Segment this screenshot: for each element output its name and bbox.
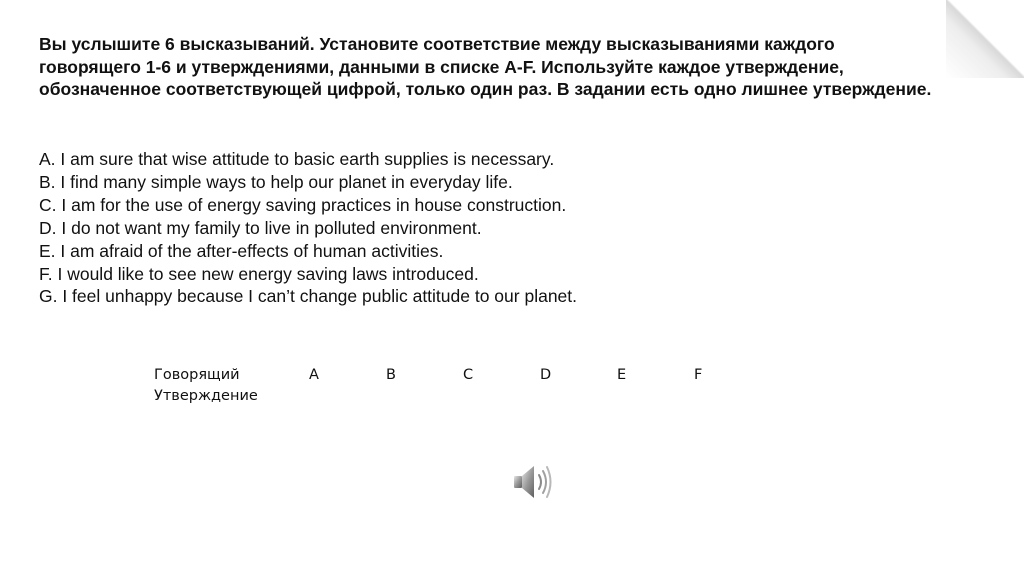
answer-table xyxy=(154,367,771,409)
statement-g: G. I feel unhappy because I can’t change public attitude to our planet. xyxy=(39,286,578,307)
statement-a: A. I am sure that wise attitude to basic earth supplies is necessary. xyxy=(39,149,555,169)
column-header-c: C xyxy=(463,367,474,383)
answer-cell xyxy=(463,388,540,409)
answer-cell xyxy=(617,388,694,409)
row-label-speaker: Говорящий xyxy=(154,367,240,383)
column-header-b: B xyxy=(386,367,396,383)
statements-list xyxy=(39,148,939,308)
statement-f: F. I would like to see new energy saving laws introduced. xyxy=(39,263,479,284)
column-header-a: A xyxy=(309,367,319,383)
statement-b: B. I find many simple ways to help our planet in everyday life. xyxy=(39,171,513,192)
table-row xyxy=(154,388,771,409)
answer-cell xyxy=(540,388,617,409)
statement-e: E. I am afraid of the after-effects of human activities. xyxy=(39,240,444,261)
page-corner-fold xyxy=(946,0,1024,78)
table-row xyxy=(154,367,771,388)
answer-cell xyxy=(386,388,463,409)
speaker-icon xyxy=(510,462,554,502)
statement-d: D. I do not want my family to live in polluted environment. xyxy=(39,217,482,238)
task-instruction: Вы услышите 6 высказываний. Установите соответствие между высказываниями каждого говорящего 1-6 и утверждениями, данными в списке A-F. Используйте каждое утверждение, обозначенное соответствующей цифрой, только один раз. В задании есть одно лишнее утверждение. xyxy=(39,34,932,99)
answer-cell xyxy=(309,388,386,409)
answer-cell xyxy=(694,388,771,409)
row-label-statement: Утверждение xyxy=(154,388,258,404)
column-header-d: D xyxy=(540,367,552,383)
column-header-f: F xyxy=(694,367,703,383)
column-header-e: E xyxy=(617,367,627,383)
statement-c: C. I am for the use of energy saving practices in house construction. xyxy=(39,194,567,215)
audio-play-button[interactable] xyxy=(510,462,554,502)
